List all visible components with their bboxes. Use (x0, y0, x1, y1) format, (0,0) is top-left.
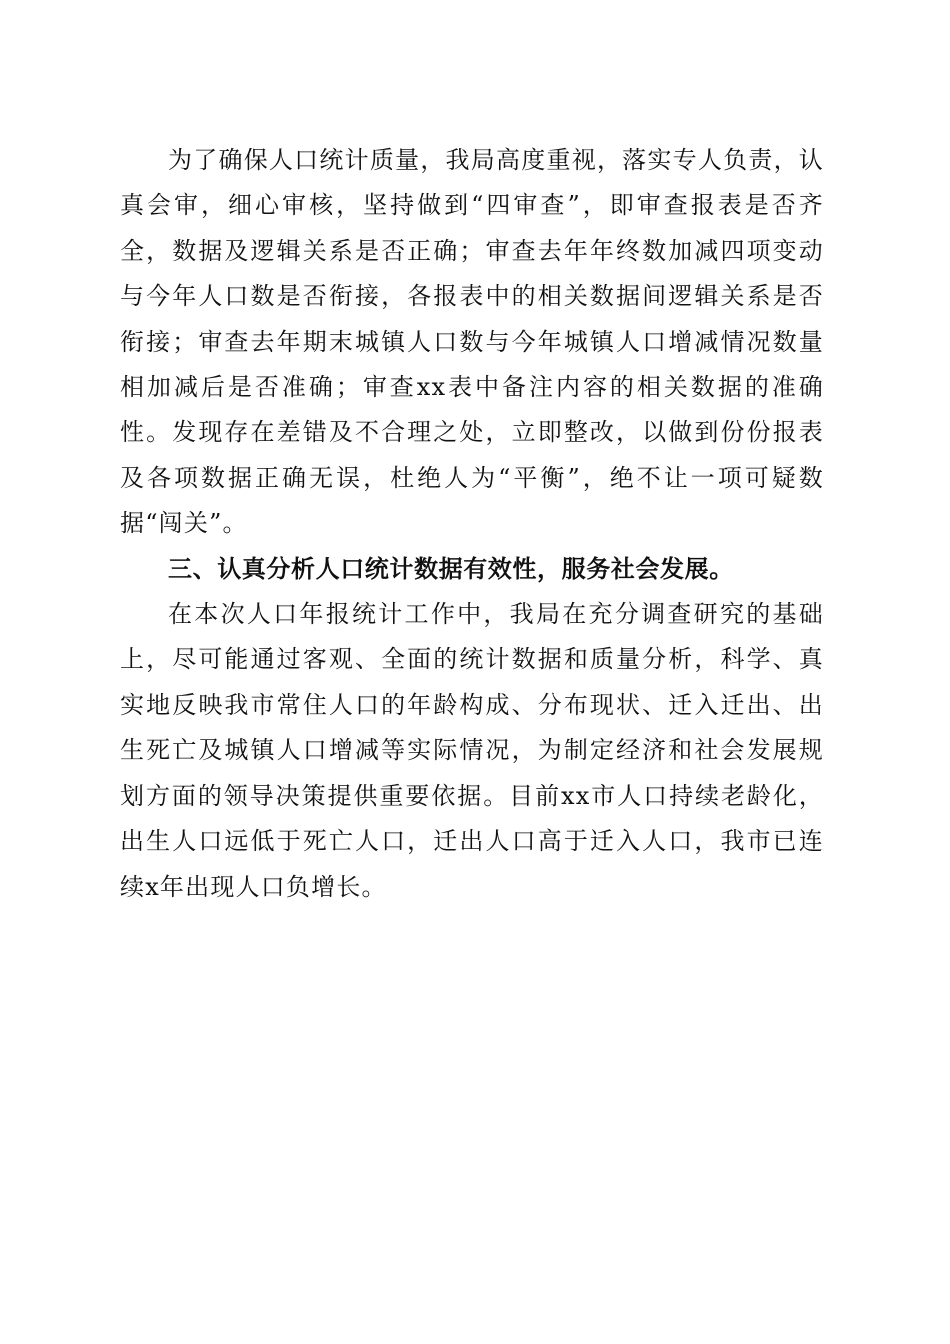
paragraph-quality-review: 为了确保人口统计质量，我局高度重视，落实专人负责，认真会审，细心审核，坚持做到“四审查”，即审查报表是否齐全，数据及逻辑关系是否正确；审查去年年终数加减四项变动与今年人口数是否衔接，各报表中的相关数据间逻辑关系是否衔接；审查去年期末城镇人口数与今年城镇人口增减情况数量相加减后是否准确；审查xx表中备注内容的相关数据的准确性。发现存在差错及不合理之处，立即整改，以做到份份报表及各项数据正确无误，杜绝人为“平衡”，绝不让一项可疑数据“闯关”。 (120, 146, 824, 538)
paragraph-data-analysis: 在本次人口年报统计工作中，我局在充分调查研究的基础上，尽可能通过客观、全面的统计数据和质量分析，科学、真实地反映我市常住人口的年龄构成、分布现状、迁入迁出、出生死亡及城镇人口增减等实际情况，为制定经济和社会发展规划方面的领导决策提供重要依据。目前xx市人口持续老龄化，出生人口远低于死亡人口，迁出人口高于迁入人口，我市已连续x年出现人口负增长。 (120, 600, 824, 901)
document-body (120, 138, 824, 910)
section-heading-three: 三、认真分析人口统计数据有效性，服务社会发展。 (168, 554, 734, 583)
